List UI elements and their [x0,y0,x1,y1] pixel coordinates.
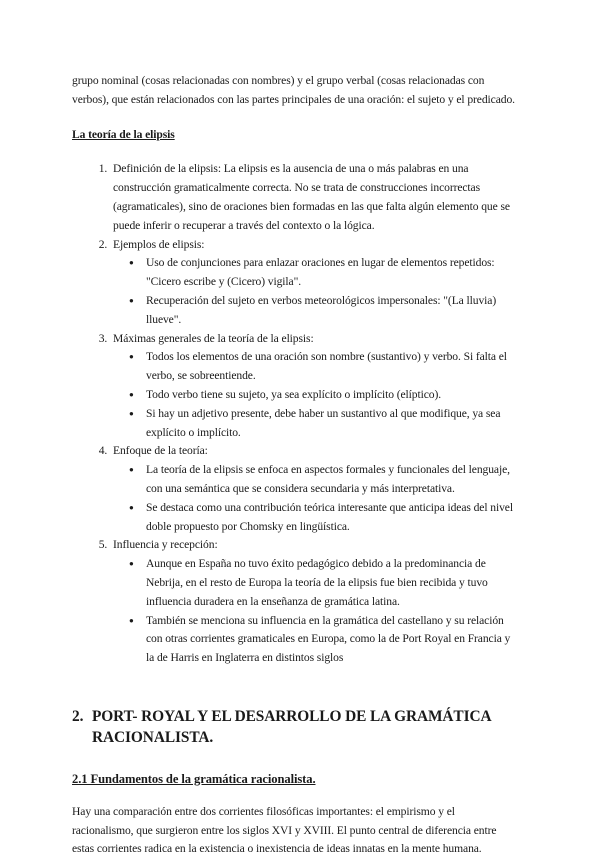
heading-text: PORT- ROYAL Y EL DESARROLLO DE LA GRAMÁTICA RACIONALISTA. [92,707,491,746]
heading-port-royal [72,706,518,748]
list-item-influence [110,536,518,668]
bullet-item: ● Uso de conjunciones para enlazar oraciones en lugar de elementos repetidos: "Cicero escribe y (Cicero) vigila". [146,254,518,292]
list-item-maxims [110,330,518,443]
section-title-ellipsis-theory: La teoría de la elipsis [72,127,175,141]
bullet-item: ● La teoría de la elipsis se enfoca en aspectos formales y funcionales del lenguaje, con una semántica que se considera secundaria y más interpretativa. [146,461,518,499]
list-item-text: Máximas generales de la teoría de la elipsis: [113,331,314,345]
list-item-text: Influencia y recepción: [113,538,218,552]
list-item-text: Definición de la elipsis: La elipsis es la ausencia de una o más palabras en una construcción gramaticalmente correcta. No se trata de construcciones incorrectas (agramaticales), sino de oraciones bien formadas en las que falta algún elemento que se puede inferir o recuperar a través del contexto o la lógica. [113,162,510,232]
list-item-text: Ejemplos de elipsis: [113,237,205,251]
bullet-item: ● Se destaca como una contribución teórica interesante que anticipa ideas del nivel doble propuesto por Chomsky en lingüística. [146,499,518,537]
intro-paragraph: grupo nominal (cosas relacionadas con nombres) y el grupo verbal (cosas relacionadas con verbos), que están relacionados con las partes principales de una oración: el sujeto y el predicado. [72,74,515,106]
heading-number: 2. [72,707,84,725]
bullet-item: ● Aunque en España no tuvo éxito pedagógico debido a la predominancia de Nebrija, en el resto de Europa la teoría de la elipsis fue bien recibida y tuvo influencia duradera en la enseñanza de gramática latina. [146,555,518,611]
list-item-definition [110,160,518,235]
bullet-item: ● Recuperación del sujeto en verbos meteorológicos impersonales: "(La lluvia) llueve". [146,292,518,330]
bullet-item: ● Todos los elementos de una oración son nombre (sustantivo) y verbo. Si falta el verbo, se sobreentiende. [146,348,518,386]
examples-bullet-list [113,254,518,329]
bullet-item: ● Si hay un adjetivo presente, debe haber un sustantivo al que modifique, ya sea explícito o implícito. [146,405,518,443]
list-item-text: Enfoque de la teoría: [113,444,208,458]
focus-bullet-list [113,461,518,536]
maxims-bullet-list [113,348,518,442]
list-item-focus [110,442,518,536]
list-item-examples [110,236,518,330]
final-paragraph: Hay una comparación entre dos corrientes filosóficas importantes: el empirismo y el racionalismo, que surgieron entre los siglos XVI y XVIII. El punto central de diferencia entre estas corrientes radica en la existencia o inexistencia de ideas innatas en la mente humana. [72,804,497,856]
ellipsis-theory-list [72,160,518,668]
subheading-rationalist-grammar: 2.1 Fundamentos de la gramática racionalista. [72,771,316,786]
bullet-item: ● Todo verbo tiene su sujeto, ya sea explícito o implícito (elíptico). [146,386,518,405]
influence-bullet-list [113,555,518,668]
bullet-item: ● También se menciona su influencia en la gramática del castellano y su relación con otras corrientes gramaticales en Europa, como la de Port Royal en Francia y la de Harris en Inglaterra en distintos siglos [146,612,518,668]
